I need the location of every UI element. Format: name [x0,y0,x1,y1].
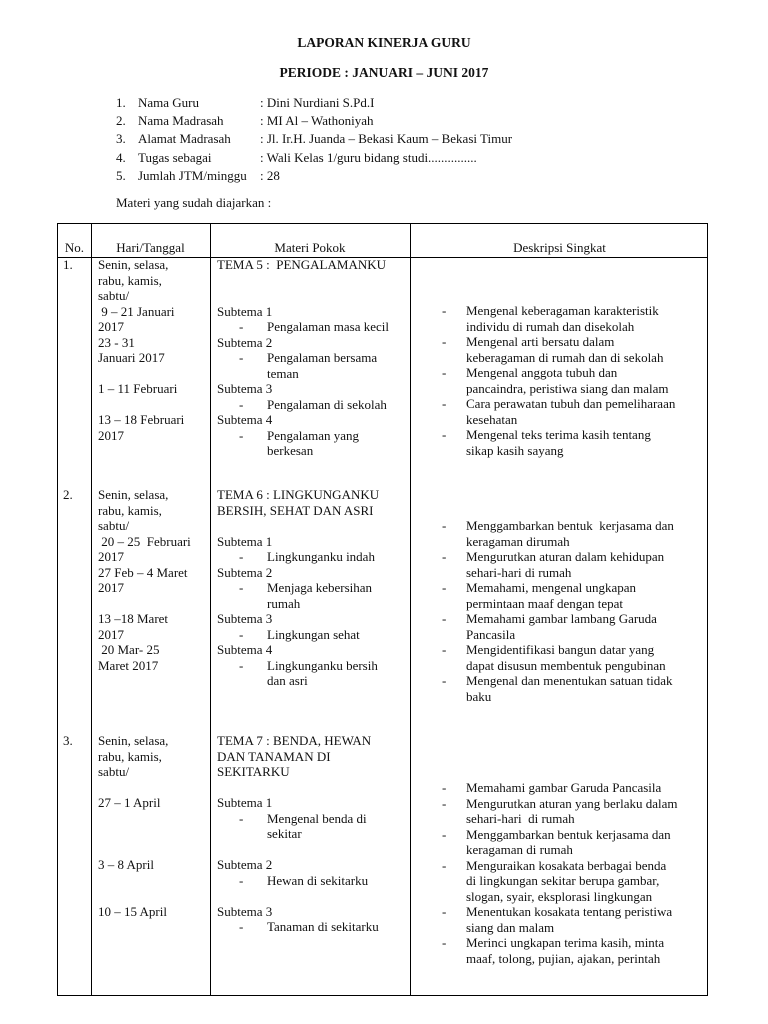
info-row [116,167,512,185]
subtema-item: sekitar [267,826,302,841]
date-line: 20 Mar- 25 [98,642,160,657]
date-line: 9 – 21 Januari [98,303,175,319]
tema-title: TEMA 6 : LINGKUNGANKU [217,487,380,502]
description-item: Mengurutkan aturan dalam kehidupan [466,549,665,564]
days-line: rabu, kamis, [98,502,162,518]
date-line: 1 – 11 Februari [98,381,178,396]
row-number: 2. [63,487,73,502]
intro-text: Materi yang sudah diajarkan : [116,195,272,210]
info-number: 3. [116,131,126,147]
date-line: 10 – 15 April [98,903,167,919]
info-row [116,130,512,148]
days-line: Senin, selasa, [98,257,169,272]
tema-title: SEKITARKU [217,764,290,779]
subtema-label: Subtema 2 [217,334,273,350]
description-cell: - Menggambarkan bentuk kerjasama dan keragaman dirumah - Mengurutkan aturan dalam kehidupan sehari-hari di rumah - Memahami, mengenal ungkapan permintaan maaf dengan tepat - Memahami gambar lambang Garuda Pancasila - Mengidentifikasi bangun datar yang dapat disusun membentuk pengubinan - Mengenal dan menentukan satuan tidak baku [442,518,704,704]
tema-title: TEMA 7 : BENDA, HEWAN [217,733,372,748]
subtema-label: Subtema 1 [217,303,273,319]
subtema-item: Pengalaman di sekolah [267,396,387,412]
info-number: 2. [116,113,126,129]
info-number: 5. [116,167,126,183]
date-line: 13 – 18 Februari [98,412,185,427]
days-line: sabtu/ [98,764,130,779]
description-item: Mengenal anggota tubuh dan [466,365,618,380]
teacher-info-list [116,94,512,185]
description-item: dapat disusun membentuk pengubinan [466,657,666,673]
date-line: 27 – 1 April [98,795,161,810]
date-line: 27 Feb – 4 Maret [98,564,188,580]
subtema-label: Subtema 1 [217,533,273,549]
info-label: Nama Guru [138,95,200,110]
description-item: Memahami, mengenal ungkapan [466,580,637,595]
info-value: : 28 [260,167,280,183]
subtema-label: Subtema 2 [217,564,273,580]
subtema-item: dan asri [267,673,308,688]
description-item: sehari-hari di rumah [466,811,575,826]
description-item: di lingkungan sekitar berupa gambar, [466,873,660,888]
tema-title: TEMA 5 : PENGALAMANKU [217,257,386,272]
description-item: keberagaman di rumah dan di sekolah [466,349,664,365]
subtema-item: berkesan [267,443,314,458]
subtema-label: Subtema 2 [217,857,273,872]
days-line: sabtu/ [98,518,130,533]
date-line: 2017 [98,427,124,443]
subtema-item: Lingkungan sehat [267,626,360,642]
row-number: 1. [63,257,73,272]
info-row [116,94,512,112]
days-line: rabu, kamis, [98,748,162,764]
info-number: 1. [116,95,126,110]
subtema-label: Subtema 1 [217,795,273,810]
date-line: 2017 [98,580,124,595]
date-line: 2017 [98,319,124,334]
header-materi: Materi Pokok [274,240,346,255]
date-line: 3 – 8 April [98,857,154,872]
info-value: : MI Al – Wathoniyah [260,113,374,129]
subtema-item: rumah [267,595,301,611]
date-line: Januari 2017 [98,350,165,365]
subtema-item: Mengenal benda di [267,810,367,826]
subtema-item: teman [267,365,299,381]
description-item: Menggambarkan bentuk kerjasama dan [466,826,671,842]
days-line: rabu, kamis, [98,272,162,288]
header-description: Deskripsi Singkat [513,240,606,255]
subtema-item: Pengalaman masa kecil [267,319,390,334]
description-item: Mengenal arti bersatu dalam [466,334,615,349]
description-cell: - Mengenal keberagaman karakteristik individu di rumah dan disekolah - Mengenal arti bersatu dalam keberagaman di rumah dan di sekolah - Mengenal anggota tubuh dan pancaindra, peristiwa siang dan malam - Cara perawatan tubuh dan pemeliharaan kesehatan - Mengenal teks terima kasih tentang sikap kasih sayang [442,303,704,458]
materi-cell: TEMA 7 : BENDA, HEWAN DAN TANAMAN DI SEKITARKU Subtema 1 - Mengenal benda di sekitar Subtema 2 - Hewan di sekitarku Subtema 3 - Tanaman di sekitarku [217,733,407,935]
row-number: 3. [63,733,73,748]
description-item: individu di rumah dan disekolah [466,318,635,334]
description-item: Cara perawatan tubuh dan pemeliharaan [466,396,676,411]
info-label: Alamat Madrasah [138,131,231,147]
subtema-item: Tanaman di sekitarku [267,919,379,934]
days-line: sabtu/ [98,288,130,303]
subtema-label: Subtema 4 [217,642,273,657]
column-divider [410,224,411,995]
description-item: Pancasila [466,626,516,642]
description-item: Menguraikan kosakata berbagai benda [466,857,667,873]
materi-cell: TEMA 5 : PENGALAMANKU Subtema 1 - Pengalaman masa kecil Subtema 2 - Pengalaman bersama teman Subtema 3 - Pengalaman di sekolah Subtema 4 - Pengalaman yang berkesan [217,257,407,459]
description-item: permintaan maaf dengan tepat [466,595,624,611]
date-line: 13 –18 Maret [98,611,169,626]
materials-table [57,223,708,996]
materi-cell: TEMA 6 : LINGKUNGANKU BERSIH, SEHAT DAN ASRI Subtema 1 - Lingkunganku indah Subtema 2 - Menjaga kebersihan rumah Subtema 3 - Lingkungan sehat Subtema 4 - Lingkunganku bersih dan asri [217,487,407,689]
report-period: PERIODE : JANUARI – JUNI 2017 [279,65,489,80]
description-item: Menggambarkan bentuk kerjasama dan [466,518,674,533]
description-item: Mengurutkan aturan yang berlaku dalam [466,795,678,811]
date-line: 20 – 25 Februari [98,533,191,549]
tema-title: DAN TANAMAN DI [217,748,331,764]
subtema-label: Subtema 4 [217,412,273,427]
info-value: : Dini Nurdiani S.Pd.I [260,95,375,110]
days-line: Senin, selasa, [98,733,169,748]
description-item: pancaindra, peristiwa siang dan malam [466,380,669,396]
subtema-label: Subtema 3 [217,611,273,626]
subtema-item: Menjaga kebersihan [267,580,373,595]
description-item: keragaman dirumah [466,533,570,549]
header-no: No. [64,240,85,255]
report-title: LAPORAN KINERJA GURU [297,35,471,50]
description-item: Memahami gambar Garuda Pancasila [466,780,662,795]
date-cell [98,733,208,919]
subtema-item: Pengalaman yang [267,427,360,443]
subtema-item: Lingkunganku indah [267,549,375,564]
info-row [116,112,512,130]
subtema-item: Hewan di sekitarku [267,872,369,888]
description-cell: - Memahami gambar Garuda Pancasila - Mengurutkan aturan yang berlaku dalam sehari-hari di rumah - Menggambarkan bentuk kerjasama dan keragaman di rumah - Menguraikan kosakata berbagai benda di lingkungan sekitar berupa gambar, slogan, syair, eksplorasi lingkungan - Menentukan kosakata tentang peristiwa siang dan malam - Merinci ungkapan terima kasih, minta maaf, tolong, pujian, ajakan, perintah [442,780,704,966]
description-item: maaf, tolong, pujian, ajakan, perintah [466,950,661,966]
description-item: siang dan malam [466,919,555,935]
description-item: kesehatan [466,411,518,427]
description-item: sehari-hari di rumah [466,564,572,580]
description-item: Mengenal keberagaman karakteristik [466,303,659,318]
description-item: Menentukan kosakata tentang peristiwa [466,904,673,919]
description-item: slogan, syair, eksplorasi lingkungan [466,888,653,904]
info-number: 4. [116,149,126,165]
date-cell [98,257,208,443]
tema-title: BERSIH, SEHAT DAN ASRI [217,502,374,518]
header-date: Hari/Tanggal [116,240,185,255]
info-label: Tugas sebagai [138,149,212,165]
description-item: Memahami gambar lambang Garuda [466,611,657,626]
description-item: keragaman di rumah [466,842,573,857]
subtema-item: Pengalaman bersama [267,350,378,365]
info-label: Jumlah JTM/minggu [138,167,247,183]
subtema-label: Subtema 3 [217,381,273,396]
date-line: 23 - 31 [98,334,135,350]
info-value: : Wali Kelas 1/guru bidang studi............... [260,149,477,165]
date-line: 2017 [98,626,124,642]
description-item: Mengenal dan menentukan satuan tidak [466,673,673,688]
date-line: 2017 [98,549,124,564]
description-item: sikap kasih sayang [466,442,564,458]
description-item: Merinci ungkapan terima kasih, minta [466,935,665,950]
info-row [116,149,512,167]
description-item: baku [466,688,492,704]
date-cell [98,487,208,673]
subtema-item: Lingkunganku bersih [267,657,378,673]
info-label: Nama Madrasah [138,113,224,129]
description-item: Mengenal teks terima kasih tentang [466,427,651,442]
description-item: Mengidentifikasi bangun datar yang [466,642,655,657]
days-line: Senin, selasa, [98,487,169,502]
column-divider [91,224,92,995]
subtema-label: Subtema 3 [217,903,273,919]
column-divider [210,224,211,995]
info-value: : Jl. Ir.H. Juanda – Bekasi Kaum – Bekasi Timur [260,131,513,147]
date-line: Maret 2017 [98,657,159,673]
